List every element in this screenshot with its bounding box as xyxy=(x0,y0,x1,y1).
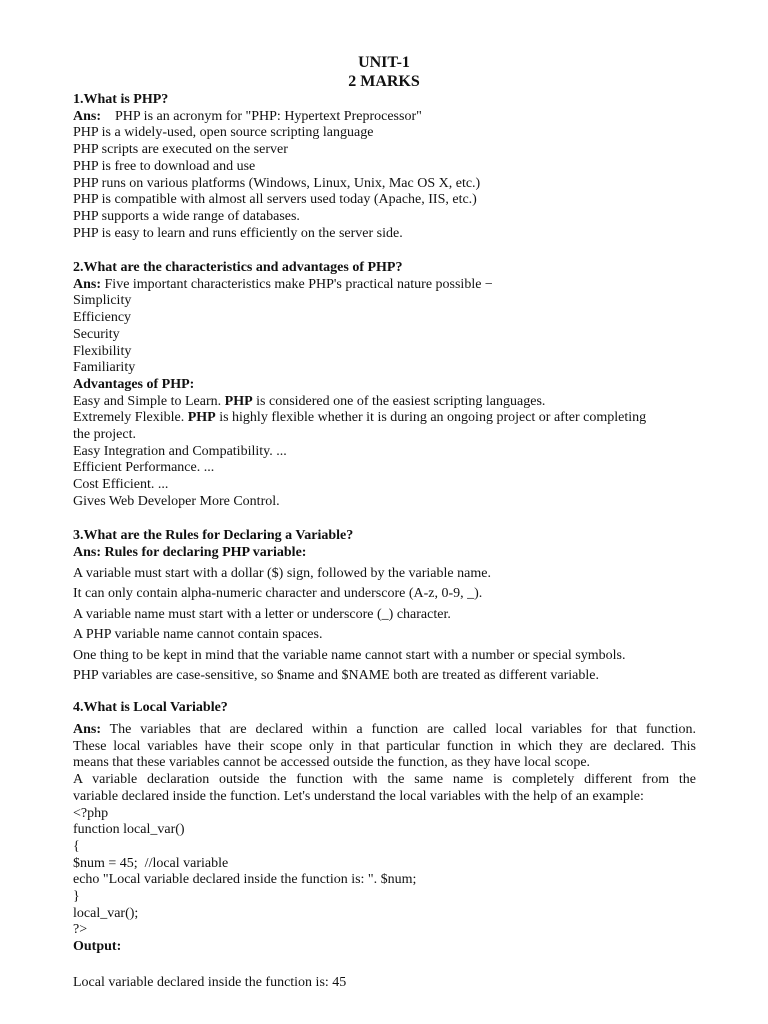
output-label: Output: xyxy=(73,939,122,955)
rule-item: A variable must start with a dollar ($) sign, followed by the variable name. xyxy=(73,566,491,581)
ans-text: Five important characteristics make PHP's practical nature possible − xyxy=(104,276,493,292)
characteristic-item: Simplicity xyxy=(73,293,132,309)
ans-label: Ans: xyxy=(73,108,102,124)
advantage-text: is considered one of the easiest scripting languages. xyxy=(252,393,546,409)
advantages-heading: Advantages of PHP: xyxy=(73,376,195,392)
code-line: ?> xyxy=(73,922,88,938)
rules-list xyxy=(73,564,696,686)
question-3-block xyxy=(73,528,696,561)
rule-item: PHP variables are case-sensitive, so $name and $NAME both are treated as different variable. xyxy=(73,668,599,684)
answer-line: PHP scripts are executed on the server xyxy=(73,142,288,158)
characteristic-item: Efficiency xyxy=(73,310,132,326)
ans-text: The variables that are declared within a function are called local variables for that function. xyxy=(101,722,696,737)
rule-item: One thing to be kept in mind that the variable name cannot start with a number or special symbols. xyxy=(73,647,626,663)
characteristic-item: Security xyxy=(73,326,120,342)
advantage-text: Extremely Flexible. xyxy=(73,410,188,426)
advantage-bold: PHP xyxy=(187,410,216,426)
code-line: { xyxy=(73,838,80,854)
question-2-heading: 2.What are the characteristics and advantages of PHP? xyxy=(73,260,403,275)
output-block xyxy=(73,975,696,992)
ans-label: Ans: xyxy=(73,722,102,737)
question-3-heading: 3.What are the Rules for Declaring a Variable? xyxy=(73,528,354,543)
question-1-answer-first xyxy=(73,109,696,126)
advantage-text: Easy and Simple to Learn. xyxy=(73,393,225,409)
code-line: echo "Local variable declared inside the function is: ". $num; xyxy=(73,872,417,888)
answer-line: PHP is a widely-used, open source scripting language xyxy=(73,125,374,141)
answer-line: PHP is free to download and use xyxy=(73,158,256,174)
code-line: local_var(); xyxy=(73,905,139,921)
question-4-answer xyxy=(73,722,696,956)
rule-item: A variable name must start with a letter or underscore (_) character. xyxy=(73,606,451,622)
answer-paragraph-line: variable declared inside the function. Let's understand the local variables with the help of an example: xyxy=(73,788,644,804)
rule-item: It can only contain alpha-numeric character and underscore (A-z, 0-9, _). xyxy=(73,586,483,602)
advantage-line: Efficient Performance. ... xyxy=(73,460,215,476)
advantage-line xyxy=(73,394,696,411)
characteristic-item: Familiarity xyxy=(73,360,136,376)
ans-text: PHP is an acronym for "PHP: Hypertext Preprocessor" xyxy=(115,108,422,124)
advantage-line: Cost Efficient. ... xyxy=(73,477,169,493)
code-line: $num = 45; //local variable xyxy=(73,855,229,871)
advantage-line: Easy Integration and Compatibility. ... xyxy=(73,443,287,459)
rule-item: A PHP variable name cannot contain spaces. xyxy=(73,627,323,643)
answer-paragraph-line: means that these variables cannot be accessed outside the function, as they have local scope. xyxy=(73,755,591,771)
question-1-heading: 1.What is PHP? xyxy=(73,92,169,107)
advantage-line: the project. xyxy=(73,427,136,443)
unit-title: UNIT-1 xyxy=(358,54,410,71)
code-line: function local_var() xyxy=(73,822,185,838)
question-3-answer-heading: Ans: Rules for declaring PHP variable: xyxy=(73,544,307,560)
ans-label: Ans: xyxy=(73,276,102,292)
code-line: <?php xyxy=(73,805,109,821)
marks-title: 2 MARKS xyxy=(348,73,420,90)
advantage-line xyxy=(73,410,696,427)
question-4-block xyxy=(73,700,696,717)
code-line: } xyxy=(73,889,80,905)
advantage-line: Gives Web Developer More Control. xyxy=(73,493,280,509)
advantage-text: is highly flexible whether it is during an ongoing project or after completing xyxy=(215,410,647,426)
answer-line: PHP runs on various platforms (Windows, Linux, Unix, Mac OS X, etc.) xyxy=(73,175,481,191)
question-1-block xyxy=(73,92,696,242)
question-2-answer-first xyxy=(73,277,696,294)
question-4-heading: 4.What is Local Variable? xyxy=(73,700,228,715)
answer-paragraph-line: These local variables have their scope only in that particular function in which they are declared. This xyxy=(73,738,696,754)
answer-line: PHP is easy to learn and runs efficiently on the server side. xyxy=(73,225,403,241)
answer-line: PHP is compatible with almost all servers used today (Apache, IIS, etc.) xyxy=(73,192,477,208)
advantage-bold: PHP xyxy=(224,393,253,409)
answer-paragraph-line: A variable declaration outside the function with the same name is completely different from the xyxy=(73,772,696,788)
answer-paragraph-line xyxy=(73,722,696,739)
output-text: Local variable declared inside the function is: 45 xyxy=(73,975,347,990)
characteristic-item: Flexibility xyxy=(73,343,132,359)
answer-line: PHP supports a wide range of databases. xyxy=(73,208,300,224)
question-2-block xyxy=(73,260,696,511)
